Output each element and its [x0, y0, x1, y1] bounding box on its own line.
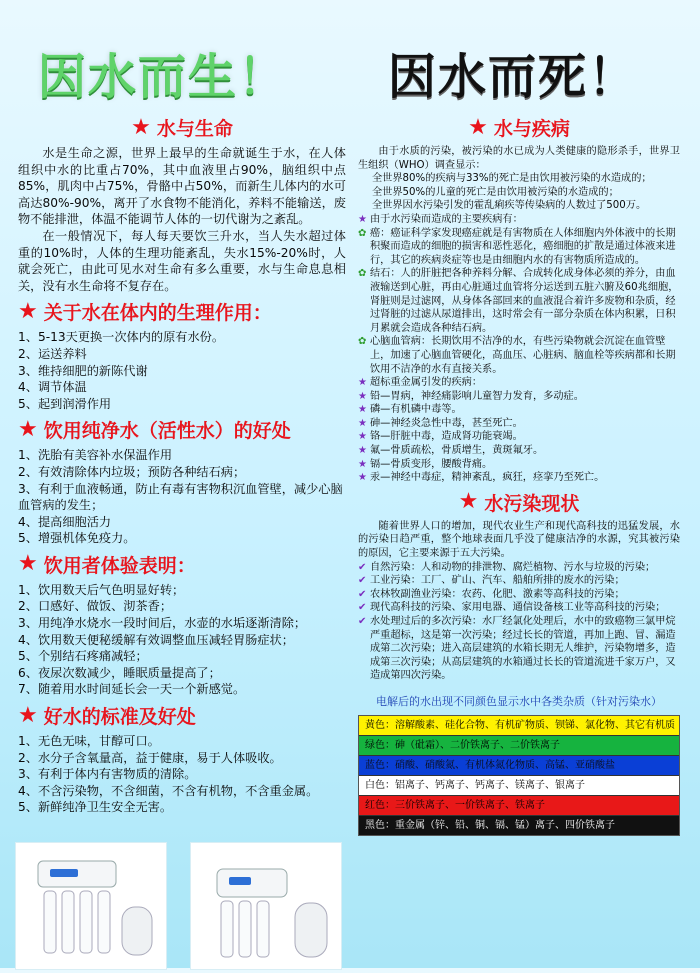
list-item: 4、调节体温: [18, 380, 87, 395]
leaf-icon: ✿: [358, 227, 367, 239]
section-title: 好水的标准及好处: [43, 706, 196, 729]
leaf-icon: ✿: [358, 268, 367, 280]
star-icon: ★: [358, 458, 367, 470]
red-star-icon: ★: [458, 489, 479, 515]
red-star-icon: ★: [468, 114, 488, 140]
list-item: 2、有效清除体内垃圾；预防各种结石病；: [18, 464, 246, 479]
section-title: 水与疾病: [493, 118, 570, 140]
red-star-icon: ★: [131, 114, 151, 140]
star-icon: ★: [358, 417, 367, 429]
list-item: 2、口感好、做饭、沏茶香；: [18, 599, 173, 614]
list-item: 6、夜尿次数减少，睡眠质量提高了；: [18, 665, 221, 680]
section-good-water: [18, 702, 346, 729]
list-item: 4、提高细胞活力: [18, 514, 112, 529]
list-item: 7、随着用水时间延长会一天一个新感觉。: [18, 682, 246, 697]
check-icon: ✔: [358, 616, 367, 627]
list-item: 1、洗胎有美容补水保温作用: [18, 448, 173, 463]
section-title: 水与生命: [156, 118, 233, 140]
list-item: 2、水分子含氧量高，益于健康，易于人体吸收。: [18, 750, 282, 765]
section-user-experience: [18, 551, 346, 578]
section-water-disease: [358, 114, 680, 141]
list-item: 4、饮用数天便秘缓解有效调整血压减轻胃肠症状；: [18, 632, 294, 647]
list-item: 3、有利于血液畅通，防止有毒有害物积沉血管壁，减少心脑血管病的发生；: [18, 481, 343, 513]
experience-list: [18, 582, 346, 698]
section-title: 关于水在体内的生理作用：: [43, 302, 272, 325]
right-column: [358, 110, 680, 968]
color-row-black: 黑色：重金属（锌、铅、铜、镉、锰）离子、四价铁离子: [359, 816, 679, 835]
electrolysis-color-table: [358, 715, 680, 836]
product-images: [15, 842, 345, 968]
list-item: 1、饮用数天后气色明显好转；: [18, 582, 185, 597]
check-icon: ✔: [358, 561, 367, 573]
paragraph: 水是生命之源，世界上最早的生命就诞生于水，在人体组织中水的比重占70%，其中血液里占90%，脑组织中点85%，肌肉中占75%，骨骼中占50%，而新生儿体内的水可高达80%-90%，离开了水食物不能消化，养料不能输送，废物不能排泄，体温不能调节人体的一切代谢为之紊乱。: [18, 146, 346, 227]
section-physiology: [18, 298, 346, 325]
list-item: 全世界50%的儿童的死亡是由饮用被污染的水造成的；: [372, 186, 619, 198]
star-icon: ★: [358, 445, 367, 457]
section-title: 饮用者体验表明：: [43, 554, 196, 577]
water-filter-image: [15, 842, 167, 970]
list-item: 5、增强机体免疫力。: [18, 531, 136, 546]
list-item: ✿ 心脑血管病：长期饮用不洁净的水，有些污染物就会沉淀在血管壁上，加速了心脑血管硬化，高血压、心脏病、脑血栓等疾病都和长期饮用不洁净的水有直接关系。: [358, 336, 676, 375]
list-item: ✿ 癌：癌证科学家发现癌症就是有害物质在人体细胞内外体液中的长期积聚而造成的细胞的损害和恶性恶化，癌细胞的扩散是通过体液来进行，其它的疾病炎症等也是由细胞内水的有害物质所造成的。: [358, 227, 676, 266]
star-icon: ★: [358, 431, 367, 443]
list-item: 5、个别结石疼痛减轻；: [18, 649, 148, 664]
check-icon: ✔: [358, 575, 367, 587]
paragraph: 在一般情况下，每人每天要饮三升水，当人失水超过体重的10%时，人体的生理功能紊乱，失水15%-20%时，人就会死亡，由此可见水对生命有多么重要，水与生命息息相关，没有水生命将不复存在。: [18, 228, 346, 293]
list-item: ✔ 农林牧副渔业污染：农药、化肥、激素等高科技的污染；: [358, 588, 625, 600]
good-water-list: [18, 733, 346, 816]
left-column: [18, 110, 346, 968]
paragraph: 由于水质的污染，被污染的水已成为人类健康的隐形杀手，世界卫生组织（WHO）调查显示：: [358, 146, 680, 171]
list-item: ★ 磷—有机磷中毒等。: [358, 404, 462, 416]
list-item: ★ 超标重金属引发的疾病：: [358, 377, 483, 389]
color-row-green: 绿色：砷（砒霜）、二价铁离子、二价铁离子: [359, 736, 679, 756]
pollution-list: [358, 561, 680, 683]
section-title: 水污染现状: [484, 492, 580, 515]
list-item: ✔ 水处理过后的多次污染：水厂经氯化处理后，水中的致癌物三氯甲烷严重超标，这是第一次污染；经过长长的管道，再加上跑、冒、漏造成第二次污染；进入高层建筑的水箱长期无人维护，污染物增多，造成第三次污染；从高层建筑的水箱通过长长的管道流进千家万户，又造成第四次污染。: [358, 616, 676, 682]
check-icon: ✔: [358, 588, 367, 600]
check-icon: ✔: [358, 602, 367, 614]
red-star-icon: ★: [18, 702, 38, 728]
list-item: ★ 汞—神经中毒症，精神紊乱，疯狂，痉挛乃至死亡。: [358, 472, 605, 484]
list-item: 3、有利于体内有害物质的清除。: [18, 767, 197, 782]
disease-list: [358, 227, 680, 485]
star-icon: ★: [358, 404, 367, 416]
list-item: 1、无色无味，甘醇可口。: [18, 734, 160, 749]
list-item: ★ 氟—骨质疏松，骨质增生，黄斑氟牙。: [358, 445, 544, 457]
physiology-list: [18, 329, 346, 412]
list-item: ★ 砷—神经炎急性中毒，甚至死亡。: [358, 417, 523, 429]
star-icon: ★: [358, 377, 367, 389]
section-pure-water-benefits: [18, 416, 346, 443]
red-star-icon: ★: [18, 298, 38, 324]
benefits-list: [18, 447, 346, 547]
star-icon: ★: [358, 390, 367, 402]
who-stats-list: [358, 172, 680, 213]
section-pollution-status: [358, 489, 680, 516]
list-item: ★ 铅—胃病，神经痛影响儿童智力发育，多动症。: [358, 390, 584, 402]
list-item: 5、起到润滑作用: [18, 396, 112, 411]
title-bar: [0, 0, 700, 110]
list-item: 1、5-13天更换一次体内的原有水份。: [18, 330, 225, 345]
star-icon: ★: [358, 213, 367, 225]
list-item: ✿ 结石：人的肝脏把各种养料分解、合成转化成身体必须的养分，由血液输送到心脏，再由心脏通过血管将分运送到五脏六腑及60兆细胞，肾脏则是过滤网，从身体各部回来的血液混合着许多废物和杂质，经过肾脏的过滤从尿道排出，这时常会有一部分杂质在体内积累，日积月累就会造成各种结石病。: [358, 268, 679, 334]
red-star-icon: ★: [18, 416, 38, 442]
list-item: ★ 镉—骨质变形，腰酸背痛。: [358, 458, 493, 470]
red-star-icon: ★: [18, 551, 38, 577]
list-item: 4、不含污染物，不含细菌，不含有机物，不含重金属。: [18, 783, 319, 798]
star-icon: ★: [358, 472, 367, 484]
leaf-icon: ✿: [358, 336, 367, 348]
electrolysis-note: 电解后的水出现不同颜色显示水中各类杂质（针对污染水）: [376, 694, 662, 708]
section-title: 饮用纯净水（活性水）的好处: [43, 420, 291, 443]
color-row-blue: 蓝色：硝酸、硝酸氮、有机体氮化物质、高锰、亚硝酸盐: [359, 756, 679, 776]
color-row-red: 红色：三价铁离子、一价铁离子、铁离子: [359, 796, 679, 816]
list-item: ★ 铬—肝脏中毒，造成肾功能衰竭。: [358, 431, 523, 443]
list-item: ✔ 自然污染：人和动物的排泄物、腐烂植物、污水与垃圾的污染；: [358, 561, 656, 573]
title-left: 因水而生！: [38, 49, 289, 105]
list-item: ✔ 现代高科技的污染、家用电器、通信设备核工业等高科技的污染；: [358, 602, 666, 614]
list-item: 全世界因水污染引发的霍乱痢疾等传染病的人数过了500万。: [372, 200, 647, 212]
list-item: 3、用纯净水烧水一段时间后，水壶的水垢逐渐清除；: [18, 616, 307, 631]
color-row-white: 白色：铝离子、钙离子、钙离子、镁离子、银离子: [359, 776, 679, 796]
paragraph: 随着世界人口的增加，现代农业生产和现代高科技的迅猛发展，水的污染日趋严重，整个地球表面几乎没了健康洁净的水源，究其被污染的原因，它主要来源于五大污染。: [358, 520, 680, 560]
list-item: 全世界80%的疾病与33%的死亡是由饮用被污染的水造成的；: [372, 173, 652, 185]
section-water-life: [18, 114, 346, 141]
list-item: 2、运送养料: [18, 346, 87, 361]
color-row-yellow: 黄色：溶解酸素、硅化合物、有机矿物质、钡锑、氯化物、其它有机质: [359, 716, 679, 736]
water-filter-image: [190, 842, 342, 970]
list-item: ★ 由于水污染而造成的主要疾病有：: [358, 213, 523, 225]
list-item: ✔ 工业污染：工厂、矿山、汽车、船舶所排的废水的污染；: [358, 575, 625, 587]
list-item: 3、维持细肥的新陈代谢: [18, 363, 148, 378]
list-item: 5、新鲜纯净卫生安全无害。: [18, 800, 173, 815]
title-right: 因水而死！: [388, 49, 639, 105]
